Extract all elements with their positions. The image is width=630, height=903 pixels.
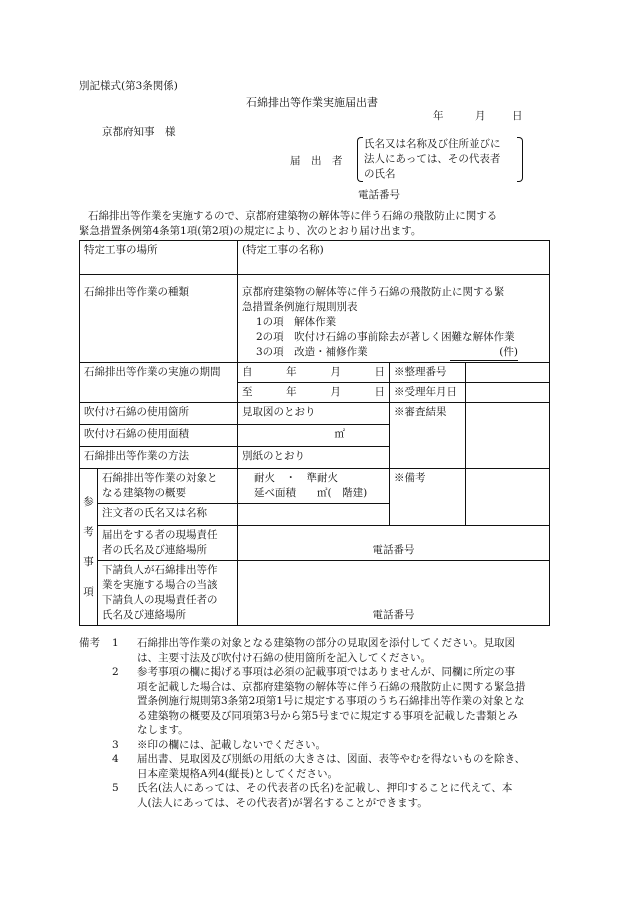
site-label: 特定工事の場所: [80, 241, 238, 275]
period-year: 年: [286, 366, 297, 378]
date-year: 年: [433, 110, 444, 122]
note-item-2: [79, 665, 561, 738]
juri-value: [466, 383, 550, 403]
building-label-line: 石綿排出等作業の対象と: [102, 472, 218, 484]
area-label: 吹付け石綿の使用面積: [80, 425, 238, 447]
left-bracket: [357, 137, 363, 182]
seiri-label: ※整理番号: [390, 363, 466, 383]
period-month: 月: [330, 366, 341, 378]
note-line: る建築物の概要及び同項第3号から第5号までに規定する事項を記載した書類とみ: [137, 709, 518, 722]
note-line: 石綿排出等作業の対象となる建築物の部分の見取図を添付してください。見取図: [137, 637, 515, 649]
biko-label: ※備考: [390, 469, 466, 526]
note-line: ※印の欄には、記載しないでください。: [137, 738, 326, 751]
ref-char: 項: [83, 586, 94, 598]
applicant-note-line: 法人にあっては、その代表者: [364, 153, 501, 165]
usage-label: 吹付け石綿の使用箇所: [80, 403, 238, 425]
note-item-5: [79, 781, 561, 810]
period-from-row: [242, 365, 385, 380]
applicant-phone-label: 電話番号: [358, 189, 400, 201]
note-line: 届出書、見取図及び別紙の用紙の大きさは、図面、表等やむを得ないものを除き、: [137, 753, 526, 765]
manager-label-line: 届出をする者の現場責任: [102, 529, 218, 541]
shinsa-label: ※審査結果: [390, 403, 466, 469]
ref-char: 考: [83, 526, 94, 538]
period-year: 年: [286, 386, 297, 398]
area-value[interactable]: ㎡: [238, 425, 390, 447]
usage-value[interactable]: 見取図のとおり: [238, 403, 390, 425]
subcontractor-label: [98, 561, 238, 626]
note-number: 4: [112, 753, 119, 765]
note-line: 日本産業規格A列4(縦長)としてください。: [137, 767, 338, 780]
orderer-value[interactable]: [238, 504, 390, 526]
method-label: 石綿排出等作業の方法: [80, 447, 238, 469]
subcontractor-label-line: 下請負人の現場責任者の: [102, 594, 218, 606]
building-fire-rating: 耐火 ・ 準耐火: [254, 472, 338, 484]
manager-phone-label: 電話番号: [372, 544, 415, 556]
reference-vertical-label: [80, 469, 98, 626]
shinsa-value: [466, 403, 550, 469]
notification-table: [79, 240, 550, 626]
subcontractor-label-line: 下請負人が石綿排出等作: [102, 564, 218, 576]
period-to-marker: 至: [242, 386, 253, 398]
building-value[interactable]: [238, 469, 390, 504]
note-item-1: [79, 636, 561, 665]
intro-line-1: 石綿排出等作業を実施するので、京都府建築物の解体等に伴う石綿の飛散防止に関する: [88, 210, 498, 222]
type-count: (件): [450, 345, 518, 361]
type-item-3-row: [242, 345, 545, 360]
notes-label: 備考: [79, 637, 100, 649]
method-value[interactable]: 別紙のとおり: [238, 447, 390, 469]
note-line: 参考事項の欄に掲げる事項は必須の記載事項ではありませんが、同欄に所定の事: [137, 666, 515, 678]
applicant-label: 届 出 者: [290, 155, 343, 167]
subcontractor-label-line: 氏名及び連絡場所: [102, 609, 186, 621]
note-number: 3: [112, 738, 119, 751]
form-reference: 別記様式(第3条関係): [79, 80, 178, 92]
note-item-3: [79, 738, 561, 753]
subcontractor-label-line: 業を実施する場合の当該: [102, 579, 218, 591]
note-number: 2: [112, 666, 119, 678]
intro-line-2: 緊急措置条例第4条第1項(第2項)の規定により、次のとおり届け出ます。: [79, 225, 422, 237]
note-line: 人(法人にあっては、その代表者)が署名することができます。: [137, 796, 428, 809]
period-day: 日: [374, 366, 385, 378]
type-desc-line: 京都府建築物の解体等に伴う石綿の飛散防止に関する緊: [242, 286, 505, 298]
note-line: 項を記載した場合は、京都府建築物の解体等に伴う石綿の飛散防止に関する緊急措: [137, 680, 526, 693]
period-to[interactable]: [238, 383, 390, 403]
period-month: 月: [330, 386, 341, 398]
period-day: 日: [374, 386, 385, 398]
type-label: 石綿排出等作業の種類: [80, 275, 238, 363]
right-bracket: [517, 137, 523, 182]
applicant-note-line: の氏名: [364, 168, 396, 180]
manager-value[interactable]: [238, 526, 550, 561]
manager-label: [98, 526, 238, 561]
applicant-note: [364, 137, 501, 182]
ref-char: 参: [83, 496, 94, 508]
type-cell[interactable]: [238, 275, 550, 363]
note-line: なします。: [137, 724, 189, 736]
form-title: 石綿排出等作業実施届出書: [246, 96, 378, 109]
type-item-3: 3の項 改造・補修作業: [256, 346, 368, 358]
notes-section: [79, 636, 561, 810]
ref-char: 事: [83, 556, 94, 568]
date-month: 月: [475, 110, 486, 122]
type-desc-line: 急措置条例施行規則別表: [242, 301, 358, 313]
orderer-label: 注文者の氏名又は名称: [98, 504, 238, 526]
note-number: 5: [112, 782, 119, 794]
date-day: 日: [512, 110, 523, 122]
note-line: は、主要寸法及び吹付け石綿の使用箇所を記入してください。: [137, 651, 431, 664]
site-value[interactable]: (特定工事の名称): [238, 241, 550, 275]
type-item-2: 2の項 吹付け石綿の事前除去が著しく困難な解体作業: [256, 331, 515, 343]
period-from-marker: 自: [242, 366, 253, 378]
applicant-note-line: 氏名又は名称及び住所並びに: [364, 138, 501, 150]
period-to-row: [242, 385, 385, 400]
addressee: 京都府知事 様: [102, 126, 176, 138]
juri-label: ※受理年月日: [390, 383, 466, 403]
manager-label-line: 者の氏名及び連絡場所: [102, 544, 207, 556]
note-item-4: [79, 752, 561, 781]
subcontractor-value[interactable]: [238, 561, 550, 626]
seiri-value: [466, 363, 550, 383]
period-from[interactable]: [238, 363, 390, 383]
building-floor-area: 延べ面積 ㎡( 階建): [254, 487, 368, 499]
note-line: 氏名(法人にあっては、その代表者の氏名)を記載し、押印することに代えて、本: [137, 782, 513, 794]
type-item-1: 1の項 解体作業: [256, 316, 337, 328]
note-line: 置条例施行規則第3条第2項第1号に規定する事項のうち石綿排出等作業の対象とな: [137, 695, 525, 707]
period-label: 石綿排出等作業の実施の期間: [80, 363, 238, 403]
building-label-line: なる建築物の概要: [102, 487, 186, 499]
note-number: 1: [112, 637, 119, 649]
subcontractor-phone-label: 電話番号: [372, 609, 415, 621]
building-label: [98, 469, 238, 504]
biko-value: [466, 469, 550, 526]
